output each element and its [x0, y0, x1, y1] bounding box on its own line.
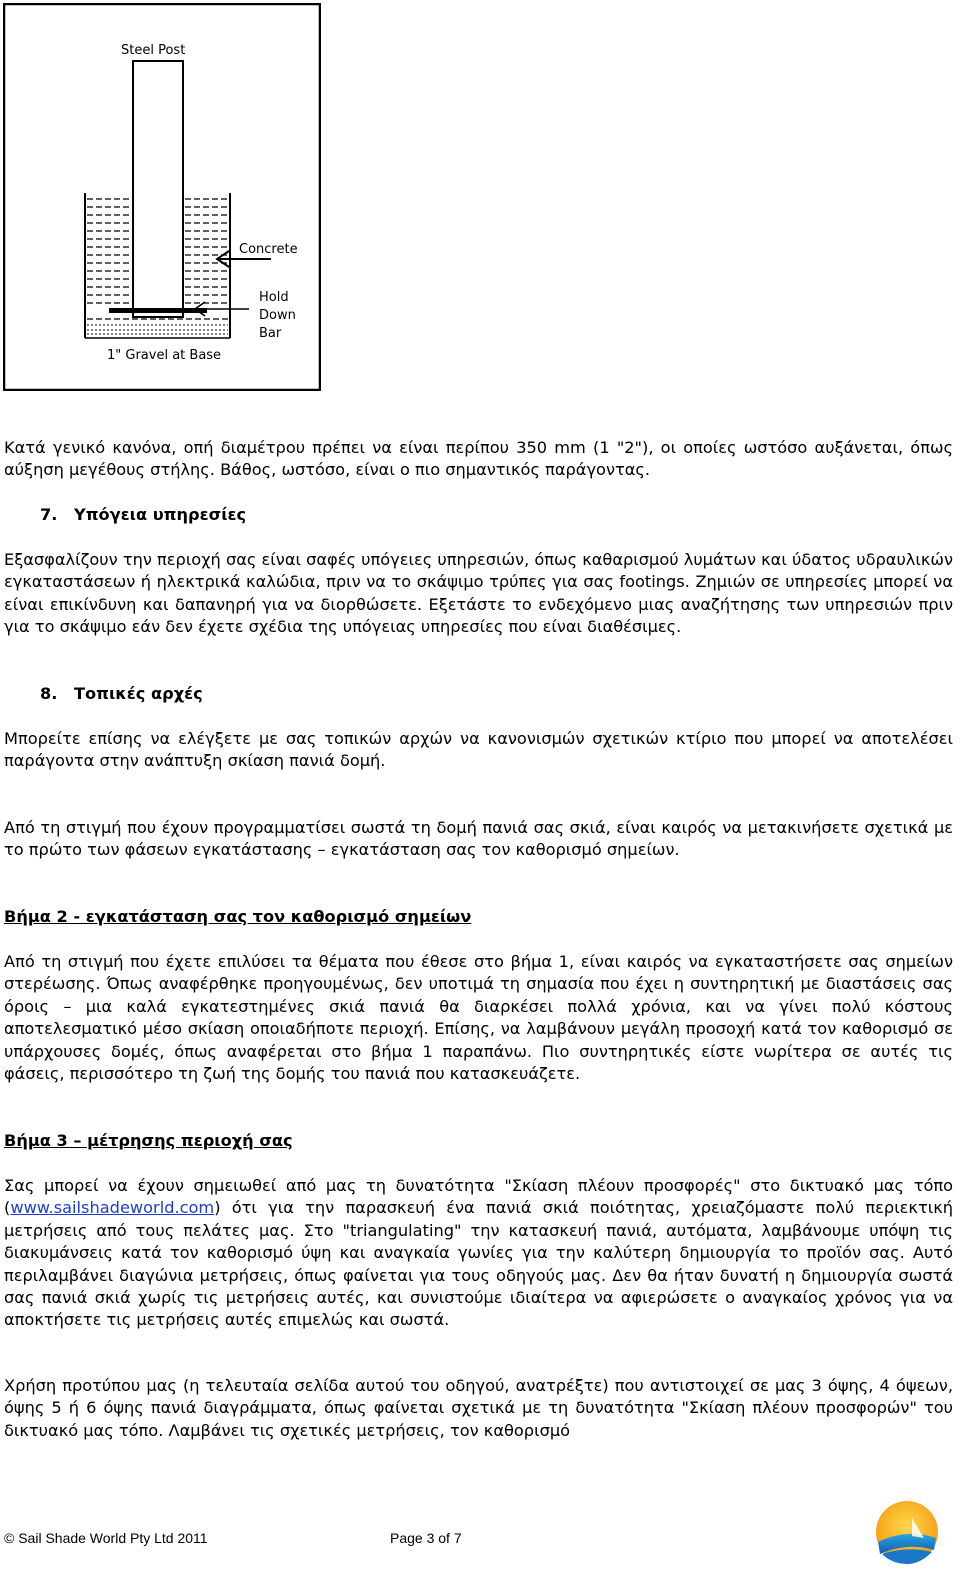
- step-2-paragraph: Από τη στιγμή που έχετε επιλύσει τα θέματα που έθεσε στο βήμα 1, είναι καιρός να εγκαταστήσετε σας σημείων στερέωσης. Όπως αναφέρθηκε προηγουμένως, δεν υποτιμά τη σημασία που έχει η συντηρητική με διαστάσεις σας όροις – μια καλά εγκατεστημένες σκιά πανιά θα διαρκέσει πολλά χρόνια, και να γίνει πολύ κόστους αποτελεσματικό μέσο σκίαση οποιαδήποτε περιοχή. Επίσης, να λαμβάνουν μεγάλη προσοχή κατά τον καθορισμό σε υπάρχουσες δομές, όπως αναφέρεται στο βήμα 1 παραπάνω. Πιο συντηρητικές είστε νωρίτερα σε αυτές τις φάσεις, περισσότερο τη ζωή της δομής του πανιά που κατασκευάζετε.: [4, 952, 953, 1084]
- sail-shade-world-logo-icon: [872, 1498, 942, 1568]
- step-2-heading: Βήμα 2 - εγκατάσταση σας τον καθορισμό σημείων: [4, 907, 472, 926]
- services-paragraph: Εξασφαλίζουν την περιοχή σας είναι σαφές υπόγειες υπηρεσιών, όπως καθαρισμού λυμάτων και ύδατος υδραυλικών εγκαταστάσεων ή ηλεκτρικά καλώδια, πριν να το σκάψιμο τρύπες για σας footings. Ζημιών σε υπηρεσίες μπορεί να είναι επικίνδυνη και δαπανηρή για να διορθώσετε. Εξετάστε το ενδεχόμενο μιας αναζήτησης των υπηρεσιών πριν για το σκάψιμο εάν δεν έχετε σχέδια της υπόγειας υπηρεσίες που είναι διαθέσιμες.: [4, 550, 953, 637]
- step-3-text-after: ) ότι για την παρασκευή ένα πανιά σκιά ποιότητας, χρειαζόμαστε πολύ περιεκτική μετρήσεις από τους πελάτες μας. Στο "triangulating" την κατασκευή πανιά, αυτόματα, λαμβάνουμε υπόψη τις διακυμάνσεις κατά τον καθορισμό ύψη και αναγκαία γωνίες για την καλύτερη δημιουργία το προϊόν σας. Αυτό περιλαμβάνει διαγώνια μετρήσεις, όπως φαίνεται για τους οδηγούς μας. Δεν θα ήταν δυνατή η δημιουργία σωστά σας πανιά σκιά χωρίς τις μετρήσεις αυτές, και συνιστούμε ιδιαίτερα να αφιερώσετε ο αναγκαίος χρόνος για να αποκτήσετε τις μετρήσεις αυτές επιμελώς και σωστά.: [4, 1198, 953, 1330]
- footing-diagram: [3, 3, 321, 391]
- section-7-title: Υπόγεια υπηρεσίες: [74, 505, 247, 524]
- template-paragraph: Χρήση προτύπου μας (η τελευταία σελίδα αυτού του οδηγού, ανατρέξτε) που αντιστοιχεί σε μας 3 όψης, 4 όψεων, όψης 5 ή 6 όψης πανιά διαγράμματα, όπως φαίνεται σχετικά με τη δυνατότητα "Σκίαση πλέουν προσφορών" του δικτυακό μας τόπο. Λαμβάνει τις σχετικές μετρήσεις, τον καθορισμό: [4, 1376, 953, 1440]
- footer-copyright: © Sail Shade World Pty Ltd 2011: [4, 1530, 208, 1546]
- label-down: Down: [259, 308, 296, 323]
- section-8-heading: [40, 683, 203, 705]
- label-bar: Bar: [259, 326, 282, 341]
- section-7-heading: [40, 504, 246, 526]
- label-steel-post: Steel Post: [121, 43, 186, 58]
- local-authorities-paragraph: Μπορείτε επίσης να ελέγξετε με σας τοπικών αρχών να κανονισμών σχετικών κτίριο που μπορεί να αποτελέσει παράγοντα στην ανάπτυξη σκίαση πανιά δομή.: [4, 729, 953, 771]
- sailshadeworld-link[interactable]: www.sailshadeworld.com: [10, 1198, 215, 1218]
- label-hold: Hold: [259, 290, 289, 305]
- section-8-title: Τοπικές αρχές: [74, 684, 203, 703]
- label-concrete: Concrete: [239, 242, 298, 257]
- step-3-heading: Βήμα 3 – μέτρησης περιοχή σας: [4, 1131, 293, 1150]
- footing-paragraph: Κατά γενικό κανόνα, οπή διαμέτρου πρέπει να είναι περίπου 350 mm (1 "2"), οι οποίες ωστόσο αυξάνεται, όπως αύξηση μεγέθους στήλης. Βάθος, ωστόσο, είναι ο πιο σημαντικός παράγοντας.: [4, 438, 953, 480]
- planned-paragraph: Από τη στιγμή που έχουν προγραμματίσει σωστά τη δομή πανιά σας σκιά, είναι καιρός να μετακινήσετε σχετικά με το πρώτο των φάσεων εγκατάστασης – εγκατάσταση σας τον καθορισμό σημείων.: [4, 818, 953, 860]
- step-3-text-before: Σας μπορεί να έχουν σημειωθεί από μας τη δυνατότητα "Σκίαση πλέουν προσφορές" στο δικτυακό μας τόπο (: [4, 1176, 953, 1218]
- step-3-paragraph: [4, 1175, 953, 1332]
- label-gravel: 1" Gravel at Base: [107, 348, 222, 363]
- footer-page-number: Page 3 of 7: [390, 1530, 462, 1546]
- section-7-number: 7.: [40, 505, 58, 524]
- section-8-number: 8.: [40, 684, 58, 703]
